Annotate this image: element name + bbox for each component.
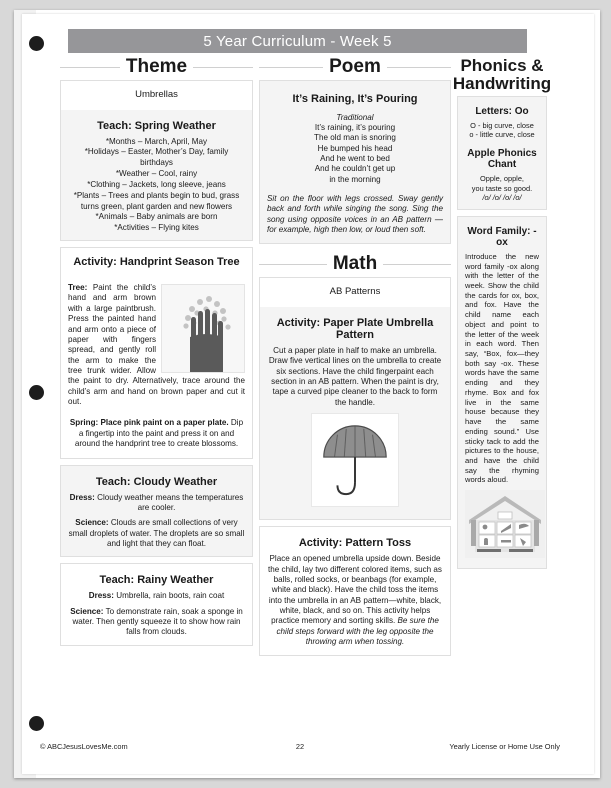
math-subtitle-band bbox=[260, 278, 450, 307]
theme-heading: Theme bbox=[125, 56, 188, 77]
bullet-item: *Animals – Baby animals are born bbox=[95, 212, 218, 222]
science-text: Clouds are small collections of very small droplets of water. The droplets are so small and light that they can float. bbox=[68, 518, 245, 548]
teach-rainy-title: Teach: Rainy Weather bbox=[99, 574, 214, 587]
rule-left bbox=[259, 67, 323, 68]
cloudy-dress-line bbox=[68, 493, 245, 514]
theme-teach-spring-box bbox=[60, 80, 253, 242]
teach-rainy-box bbox=[60, 563, 253, 645]
dress-label: Dress: bbox=[88, 591, 114, 601]
teach-spring-title: Teach: Spring Weather bbox=[97, 119, 216, 132]
word-family-title: Word Family: -ox bbox=[467, 225, 537, 248]
letters-lines bbox=[465, 121, 539, 140]
footer-page-number: 22 bbox=[295, 742, 305, 751]
theme-column bbox=[60, 57, 253, 732]
activity-umbrella-text: Cut a paper plate in half to make an umbrella. Draw five vertical lines on the umbrella to create six sections. Have the child fingerpaint each section in an AB pattern. When the paint is dry, tape a curved pipe cleaner to the back to form the handle. bbox=[268, 345, 442, 407]
activity-pattern-toss-box bbox=[259, 526, 451, 656]
dress-label: Dress: bbox=[69, 492, 95, 502]
phonics-column bbox=[452, 56, 552, 732]
math-umbrella-box bbox=[259, 277, 451, 520]
activity-tree-header bbox=[61, 248, 252, 277]
content-columns bbox=[60, 56, 552, 732]
theme-subtitle: Umbrellas bbox=[135, 88, 178, 100]
word-family-box bbox=[457, 216, 547, 569]
math-subtitle: AB Patterns bbox=[329, 285, 381, 297]
poem-line: And he couldn’t get up bbox=[314, 164, 396, 174]
page-title-bar bbox=[68, 29, 527, 53]
poem-lines bbox=[267, 123, 443, 185]
poem-heading: Poem bbox=[329, 56, 381, 77]
activity-tree-spring-text bbox=[68, 418, 245, 449]
phonics-heading-line1: Phonics & bbox=[460, 56, 544, 75]
phonics-heading bbox=[453, 57, 551, 94]
bullet-item: *Activities – Flying kites bbox=[114, 223, 199, 233]
poem-attribution: Traditional bbox=[336, 112, 374, 122]
bullet-item: *Holidays – Easter, Mother’s Day, family birthdays bbox=[84, 147, 229, 168]
poem-line: in the morning bbox=[329, 174, 381, 184]
math-section-header bbox=[259, 254, 451, 275]
rainy-dress-line bbox=[68, 591, 245, 601]
phonics-heading-line2: Handwriting bbox=[452, 74, 552, 94]
rule-right bbox=[383, 264, 451, 265]
bullet-item: *Plants – Trees and plants begin to bud, grass turns green, plant garden and new flowers bbox=[73, 190, 240, 211]
tree-text: Paint the child’s hand and arm brown with a large paintbrush. Press the painted hand and arm onto a piece of paper with fingers spread, and gently roll the arm to make the tree trunk wider. Allow the paint to dry. Alternatively, trace around the child’s arm and hand on brown paper and cut it out. bbox=[68, 283, 245, 407]
activity-tree-title: Activity: Handprint Season Tree bbox=[73, 256, 240, 269]
poem-line: It’s raining, it’s pouring bbox=[314, 122, 396, 132]
chant-line: you taste so good. bbox=[471, 183, 533, 193]
chant-lines bbox=[465, 174, 539, 203]
umbrella-icon bbox=[311, 413, 399, 507]
rule-left bbox=[259, 264, 327, 265]
binder-hole-top bbox=[29, 36, 44, 51]
rule-left bbox=[60, 67, 120, 68]
science-text: To demonstrate rain, soak a sponge in water. Then gently squeeze it to show how rain falls from clouds. bbox=[72, 606, 243, 637]
rule-right bbox=[387, 67, 451, 68]
footer-copyright: © ABCJesusLovesMe.com bbox=[40, 742, 128, 751]
activity-umbrella-title: Activity: Paper Plate Umbrella Pattern bbox=[276, 316, 434, 341]
footer-license: Yearly License or Home Use Only bbox=[449, 742, 560, 751]
chant-line: Opple, opple, bbox=[480, 173, 524, 183]
teach-spring-bullets bbox=[68, 137, 245, 235]
math-heading: Math bbox=[332, 253, 378, 275]
activity-tree-body bbox=[61, 277, 252, 418]
page-title: 5 Year Curriculum - Week 5 bbox=[203, 32, 392, 50]
letter-line: O - big curve, close bbox=[470, 120, 534, 130]
poem-section-header bbox=[259, 57, 451, 78]
activity-toss-text bbox=[267, 554, 443, 647]
teach-cloudy-title: Teach: Cloudy Weather bbox=[95, 475, 218, 488]
poem-title: It’s Raining, It’s Pouring bbox=[292, 92, 418, 105]
spring-label: Spring: Place pink paint on a paper plate. bbox=[69, 418, 229, 428]
chant-sounds: /o/ /o/ /o/ /o/ bbox=[482, 193, 522, 203]
page-footer bbox=[40, 742, 560, 751]
bullet-item: *Clothing – Jackets, long sleeve, jeans bbox=[87, 179, 226, 189]
dress-text: Umbrella, rain boots, rain coat bbox=[113, 591, 225, 601]
word-family-house-icon bbox=[465, 490, 545, 558]
rule-right bbox=[193, 67, 253, 68]
poem-line: He bumped his head bbox=[317, 143, 393, 153]
theme-section-header bbox=[60, 57, 253, 78]
poem-line: The old man is snoring bbox=[314, 133, 396, 143]
word-family-text: Introduce the new word family -ox along with the letter of the week. Show the child the cards for ox, box, and fox. Have the child name each object and point to the letter of the week in each word. Then say, “Box, fox—they both say -ox. These words have the same ending and they rhyme. Box and fox live in the same house because they have the same ending sound.” Use sticky tack to add the pictures to the house, and have the child say the rhyming words aloud. bbox=[465, 251, 539, 485]
cloudy-science-line bbox=[68, 518, 245, 549]
math-umbrella-content bbox=[260, 307, 450, 519]
teach-cloudy-box bbox=[60, 465, 253, 558]
poem-line: And he went to bed bbox=[320, 153, 390, 163]
bullet-item: *Months – March, April, May bbox=[105, 136, 208, 146]
chant-title: Apple Phonics Chant bbox=[467, 147, 537, 170]
tree-label: Tree: bbox=[68, 283, 88, 293]
dress-text: Cloudy weather means the temperatures are cooler. bbox=[94, 492, 244, 512]
toss-main-text: Place an opened umbrella upside down. Beside the child, lay two different colored items, such as balls, rolled socks, or beanbags (for example, white and black). Have the child toss the items into the umbrella in an AB pattern—white, black, white, black, and so on. This activity helps practice memory and sorting skills. bbox=[268, 554, 442, 626]
spring-text: Dip a fingertip into the paint and press it on and around the handprint tree to create blossoms. bbox=[74, 418, 244, 449]
activity-handprint-tree-box bbox=[60, 247, 253, 458]
toss-italic-text: Be sure the child steps forward with the leg opposite the throwing arm when tossing. bbox=[276, 616, 439, 647]
poem-instructions: Sit on the floor with legs crossed. Sway gently back and forth while singing the song. Sing the song using opposite voices in an AB pattern — for example, high then low, or loud then soft. bbox=[267, 194, 443, 235]
phonics-letters-box bbox=[457, 96, 547, 210]
bullet-item: *Weather – Cool, rainy bbox=[115, 169, 198, 179]
activity-tree-spring bbox=[61, 418, 252, 457]
phonics-section-header bbox=[452, 56, 552, 94]
binder-hole-middle bbox=[29, 385, 44, 400]
science-label: Science: bbox=[70, 606, 104, 616]
binder-hole-bottom bbox=[29, 716, 44, 731]
handprint-tree-icon bbox=[161, 284, 245, 373]
activity-toss-title: Activity: Pattern Toss bbox=[298, 537, 412, 550]
letter-line: o - little curve, close bbox=[469, 130, 535, 140]
letters-title: Letters: Oo bbox=[475, 105, 529, 117]
teach-spring-content bbox=[61, 110, 252, 241]
poem-math-column bbox=[259, 57, 451, 732]
rainy-science-line bbox=[68, 607, 245, 638]
science-label: Science: bbox=[75, 518, 109, 528]
poem-box bbox=[259, 80, 451, 245]
theme-subtitle-band bbox=[61, 81, 252, 110]
